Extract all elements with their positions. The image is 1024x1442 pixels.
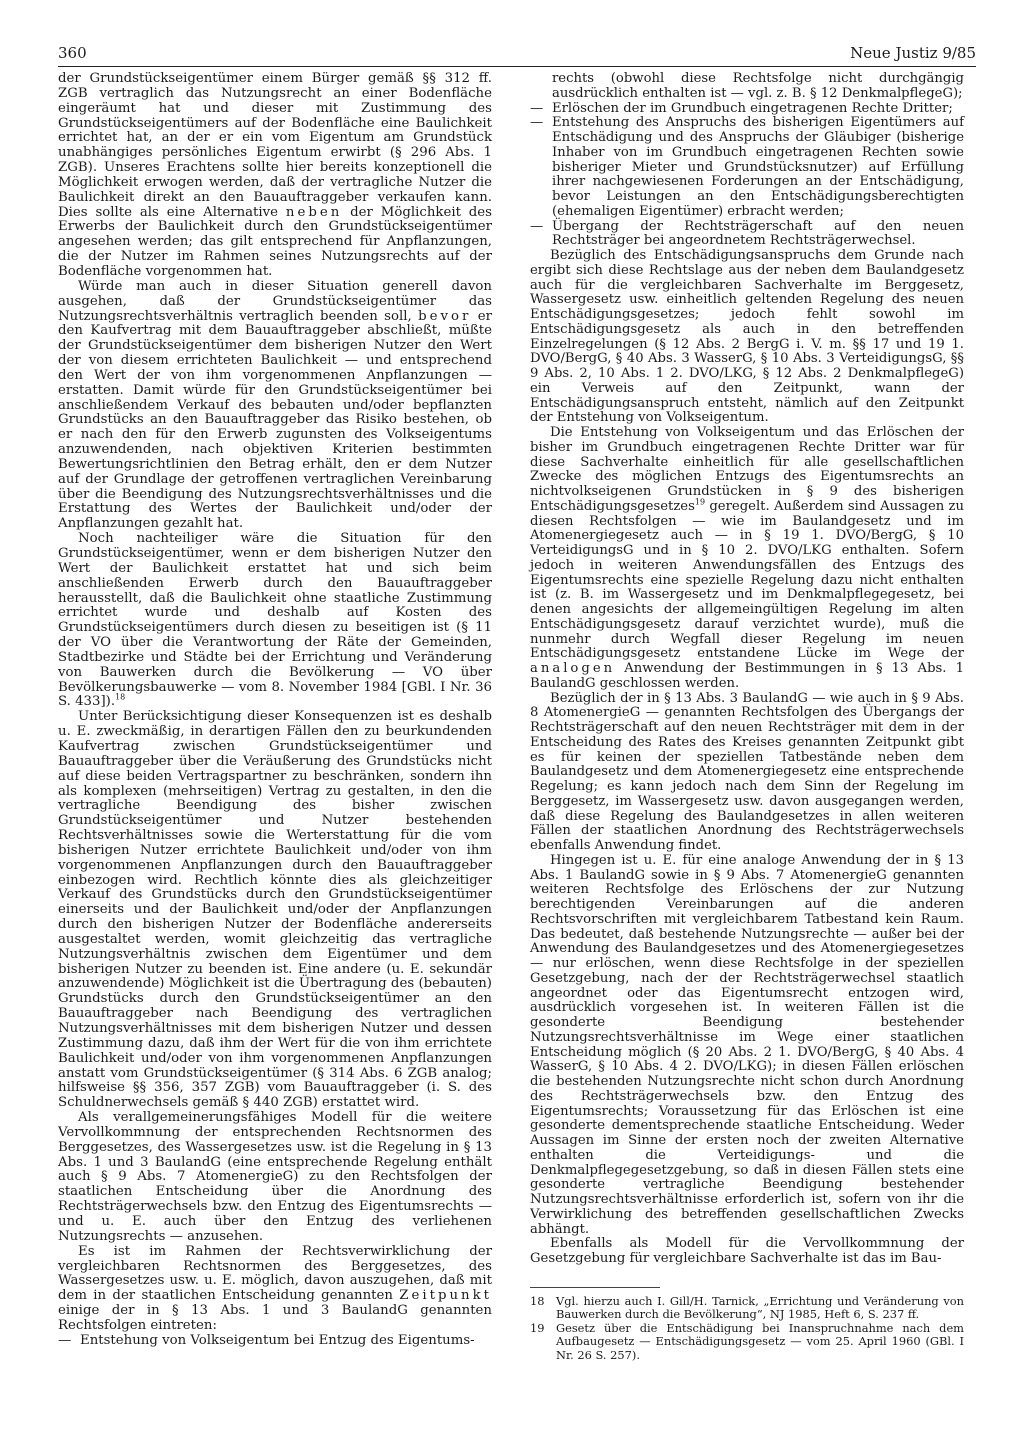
list-item: — Übergang der Rechtsträgerschaft auf den neuen Rechtsträger bei angeordnetem Rechtsträgerwechsel. bbox=[530, 220, 964, 250]
paragraph: Würde man auch in dieser Situation generell davon ausgehen, daß der Grundstückseigentümer das Nutzungsrechtsverhältnis vertraglich beenden soll, bevor er den Kaufvertrag mit dem Bauauftraggeber abschließt, müßte der Grundstückseigentümer dem bisherigen Nutzer den Wert der von diesem errichteten Baulichkeit — und entsprechend den Wert der von ihm vorgenommenen Anpflanzungen — erstatten. Damit würde für den Grundstückseigentümer bei anschließendem Verkauf des bebauten und/oder bepflanzten Grundstücks an den Bauauftraggeber das Risiko bestehen, ob er nach den für den Erwerb zugunsten des Volkseigentums anzuwendenden, nach objektiven Kriterien bestimmten Bewertungsrichtlinien den Betrag erhält, den er dem Nutzer auf der Grundlage der getroffenen vertraglichen Vereinbarung über die Beendigung des Nutzungsrechtsverhältnisses und die Erstattung des Wertes der Baulichkeit und/oder der Anpflanzungen gezahlt hat. bbox=[58, 278, 493, 532]
footnote bbox=[530, 1295, 964, 1322]
list-item: rechts (obwohl diese Rechtsfolge nicht durchgängig ausdrücklich enthalten ist — vgl. z. B. § 12 DenkmalpflegeG); bbox=[552, 71, 964, 101]
page-number: 360 bbox=[58, 44, 87, 62]
list-item: — Erlöschen der im Grundbuch eingetragenen Rechte Dritter; bbox=[530, 102, 964, 117]
consequence-list bbox=[58, 1334, 492, 1349]
consequence-list-cont bbox=[530, 72, 964, 249]
footnote-number: 18 bbox=[530, 1294, 545, 1308]
left-column bbox=[58, 72, 492, 1349]
paragraph: Hingegen ist u. E. für eine analoge Anwendung der in § 13 Abs. 1 BaulandG sowie in § 9 Abs. 7 AtomenergieG genannten weiteren Rechtsfolge des Erlöschens der zur Nutzung berechtigenden Vereinbarungen auf die anderen Rechtsvorschriften mit vergleichbarem Tatbestand kein Raum. Das bedeutet, daß bestehende Nutzungsrechte — außer bei der Anwendung des Baulandgesetzes und des Atomenergiegesetzes — nur erlöschen, wenn diese Rechtsfolge in der speziellen Gesetzgebung, nach der der Rechtsträgerwechsel staatlich angeordnet oder das Eigentumsrecht entzogen wird, ausdrücklich vorgesehen ist. In weiteren Fällen ist die gesonderte Beendigung bestehender Nutzungsrechtsverhältnisse im Wege einer staatlichen Entscheidung möglich (§ 20 Abs. 2 1. DVO/BergG, § 40 Abs. 4 WasserG, § 10 Abs. 4 2. DVO/LKG); in diesen Fällen erlöschen die bestehenden Nutzungsrechte nicht schon durch Anordnung des Rechtsträgerwechsels bzw. den Entzug des Eigentumsrechts; Voraussetzung für das Erlöschen ist eine gesonderte dementsprechende staatliche Entscheidung. Weder Aussagen im Sinne der ersten noch der zweiten Alternative enthalten die Verteidigungs- und die Denkmalpflegegesetzgebung, so daß in diesen Fällen stets eine gesonderte vertragliche Beendigung bestehender Nutzungsrechtsverhältnisse erforderlich ist, sofern von ihr die Verwirklichung des betreffenden gesellschaftlichen Zwecks abhängt. bbox=[530, 852, 964, 1237]
list-item: — Entstehung von Volkseigentum bei Entzug des Eigentums- bbox=[58, 1334, 492, 1349]
footnote bbox=[530, 1322, 964, 1362]
footnotes bbox=[530, 1287, 964, 1362]
paragraph: Noch nachteiliger wäre die Situation für den Grundstückseigentümer, wenn er dem bisherigen Nutzer den Wert der Baulichkeit erstattet hat und sich beim anschließenden Erwerb durch den Bauauftraggeber herausstellt, daß die Baulichkeit ohne staatliche Zustimmung errichtet wurde und deshalb auf Kosten des Grundstückseigentümers durch diesen zu beseitigen ist (§ 11 der VO über die Verantwortung der Räte der Gemeinden, Stadtbezirke und Städte bei der Errichtung und Veränderung von Bauwerken durch die Bevölkerung — VO über Bevölkerungsbauwerke — vom 8. November 1984 [GBl. I Nr. 36 S. 433]).$^{18}$ bbox=[58, 531, 492, 710]
paragraph: Als verallgemeinerungsfähiges Modell für die weitere Vervollkommnung der entsprechenden Rechtsnormen des Berggesetzes, des Wassergesetzes usw. ist die Regelung in § 13 Abs. 1 und 3 BaulandG (eine entsprechende Regelung enthält auch § 9 Abs. 7 AtomenergieG) zu den Rechtsfolgen der staatlichen Entscheidung über die Anordnung des Rechtsträgerwechsels bzw. den Entzug des Eigentumsrechts — und u. E. auch über den Entzug des verliehenen Nutzungsrechts — anzusehen. bbox=[58, 1110, 492, 1244]
paragraph: der Grundstückseigentümer einem Bürger gemäß §§ 312 ff. ZGB vertraglich das Nutzungsrecht an einer Bodenfläche eingeräumt hat und dieser mit Zustimmung des Grundstückseigentümers auf der Bodenfläche eine Baulichkeit errichtet hat, an der er ein vom Eigentum am Grundstück unabhängiges persönliches Eigentum erwirbt (§ 296 Abs. 1 ZGB). Unseres Erachtens sollte hier bereits konzeptionell die Möglichkeit erwogen werden, daß der vertragliche Nutzer die Baulichkeit direkt an den Bauauftraggeber verkaufen kann. Dies sollte als eine Alternative neben der Möglichkeit des Erwerbs der Baulichkeit durch den Grundstückseigentümer angesehen werden; das gilt entsprechend für Anpflanzungen, die der Nutzer im Rahmen seines Nutzungsrechts auf der Bodenfläche vorgenommen hat. bbox=[58, 71, 492, 279]
journal-issue: Neue Justiz 9/85 bbox=[850, 44, 976, 62]
footnote-divider bbox=[530, 1287, 660, 1288]
footnote-text: Vgl. hierzu auch I. Gill/H. Tarnick, „Errichtung und Veränderung von Bauwerken durch die Bevölkerung“, NJ 1985, Heft 6, S. 237 ff. bbox=[556, 1294, 964, 1322]
paragraph: Es ist im Rahmen der Rechtsverwirklichung der vergleichbaren Rechtsnormen des Berggesetzes, des Wassergesetzes usw. u. E. möglich, davon auszugehen, daß mit dem in der staatlichen Entscheidung genannten Zeitpunkt einige der in § 13 Abs. 1 und 3 BaulandG genannten Rechtsfolgen eintreten: bbox=[58, 1243, 492, 1333]
footnote-ref[interactable]: 19 bbox=[694, 497, 706, 507]
footnote-number: 19 bbox=[530, 1320, 545, 1335]
paragraph: Unter Berücksichtigung dieser Konsequenzen ist es deshalb u. E. zweckmäßig, in derartigen Fällen den zu beurkundenden Kaufvertrag zwischen Grundstückseigentümer und Bauauftraggeber über die Veräußerung des Grundstücks nicht auf diese beiden Vertragspartner zu beschränken, sondern ihn als komplexen (mehrseitigen) Vertrag zu gestalten, in den die vertragliche Beendigung des bisher zwischen Grundstückseigentümer und Nutzer bestehenden Rechtsverhältnisses sowie die Werterstattung für die vom bisherigen Nutzer errichtete Baulichkeit und/oder von ihm vorgenommenen Anpflanzungen durch den Bauauftraggeber einbezogen wird. Rechtlich könnte dies als gleichzeitiger Verkauf des Grundstücks durch den Grundstückseigentümer einerseits und der Baulichkeit und/oder der Anpflanzungen durch den bisherigen Nutzer der Bodenfläche andererseits ausgestaltet werden, womit gleichzeitig das vertragliche Nutzungsverhältnis zwischen dem Eigentümer und dem bisherigen Nutzer zu beenden ist. Eine andere (u. E. sekundär anzuwendende) Möglichkeit ist die Übertragung des (bebauten) Grundstücks durch den Grundstückseigentümer an den Bauauftraggeber nach Beendigung des vertraglichen Nutzungsverhältnisses mit dem bisherigen Nutzer und dessen Zustimmung dazu, daß ihm der Wert für die von ihm errichtete Baulichkeit und/oder von ihm vorgenommenen Anpflanzungen anstatt vom Grundstückseigentümer (§ 314 Abs. 6 ZGB analog; hilfsweise §§ 356, 357 ZGB) vom Bauauftraggeber (i. S. des Schuldnerwechsels gemäß § 440 ZGB) erstattet wird. bbox=[58, 709, 492, 1111]
paragraph: Ebenfalls als Modell für die Vervollkommnung der Gesetzgebung für vergleichbare Sachverhalte ist das im Bau- bbox=[530, 1236, 964, 1266]
page-header bbox=[58, 44, 976, 67]
paragraph: Bezüglich der in § 13 Abs. 3 BaulandG — wie auch in § 9 Abs. 8 AtomenergieG — genannten Rechtsfolgen des Übergangs der Rechtsträgerschaft auf den neuen Rechtsträger mit dem in der Entscheidung des Rates des Kreises genannten Zeitpunkt gibt es für keinen der speziellen Tatbestände neben dem Baulandgesetz und dem Atomenergiegesetz eine entsprechende Regelung; es kann jedoch nach dem Sinn der Regelung im Berggesetz, im Wassergesetz usw. davon ausgegangen werden, daß diese Regelung des Baulandgesetzes in allen weiteren Fällen der staatlichen Anordnung des Rechtsträgerwechsels ebenfalls Anwendung findet. bbox=[530, 690, 964, 853]
paragraph: Die Entstehung von Volkseigentum und das Erlöschen der bisher im Grundbuch eingetragenen Rechte Dritter war für diese Sachverhalte einheitlich für alle gesellschaftlichen Zwecke des möglichen Entzugs des Eigentumsrechts an nichtvolkseigenen Grundstücken in § 9 des bisherigen Entschädigungsgesetzes$^{19}$ geregelt. Außerdem sind Aussagen zu diesen Rechtsfolgen — wie im Baulandgesetz und im Atomenergiegesetz auch — in § 19 1. DVO/BergG, § 10 VerteidigungsG und in § 10 2. DVO/LKG enthalten. Sofern jedoch in weiteren Anwendungsfällen des Entzugs des Eigentumsrechts eine spezielle Regelung dazu nicht enthalten ist (z. B. im Wassergesetz und im Denkmalpflegegesetz, bei denen angesichts der allgemeingültigen Regelung im alten Entschädigungsgesetz darauf verzichtet wurde), muß die nunmehr durch Wegfall dieser Regelung im neuen Entschädigungsgesetz entstandene Lücke im Wege der analogen Anwendung der Bestimmungen in § 13 Abs. 1 BaulandG geschlossen werden. bbox=[530, 425, 964, 691]
footnote-text: Gesetz über die Entschädigung bei Inanspruchnahme nach dem Aufbaugesetz — Entschädigungsgesetz — vom 25. April 1960 (GBl. I Nr. 26 S. 257). bbox=[556, 1320, 964, 1362]
footnote-ref[interactable]: 18 bbox=[115, 693, 126, 703]
paragraph: Bezüglich des Entschädigungsanspruchs dem Grunde nach ergibt sich diese Rechtslage aus der neben dem Baulandgesetz auch für die vergleichbaren Sachverhalte im Berggesetz, Wassergesetz usw. einheitlich geltenden Regelung des neuen Entschädigungsgesetzes; jedoch fehlt sowohl im Entschädigungsgesetz als auch in den betreffenden Einzelregelungen (§ 12 Abs. 2 BergG i. V. m. §§ 17 und 19 1. DVO/BergG, § 40 Abs. 3 WasserG, § 10 Abs. 3 VerteidigungsG, §§ 9 Abs. 2, 10 Abs. 1 2. DVO/LKG, § 12 Abs. 2 DenkmalpflegeG) ein Verweis auf den Zeitpunkt, wann der Entschädigungsanspruch entsteht, nämlich auf den Zeitpunkt der Entstehung von Volkseigentum. bbox=[530, 248, 964, 426]
right-column bbox=[530, 72, 964, 1267]
list-item: — Entstehung des Anspruchs des bisherigen Eigentümers auf Entschädigung und des Anspruchs der Gläubiger (bisherige Inhaber von im Grundbuch eingetragenen Rechten sowie bisheriger Mieter und Grundstücksnutzer) auf Erfüllung ihrer nachgewiesenen Forderungen an der Entschädigung, bevor Leistungen an den Entschädigungsberechtigten (ehemaligen Eigentümer) erbracht werden; bbox=[530, 116, 964, 219]
